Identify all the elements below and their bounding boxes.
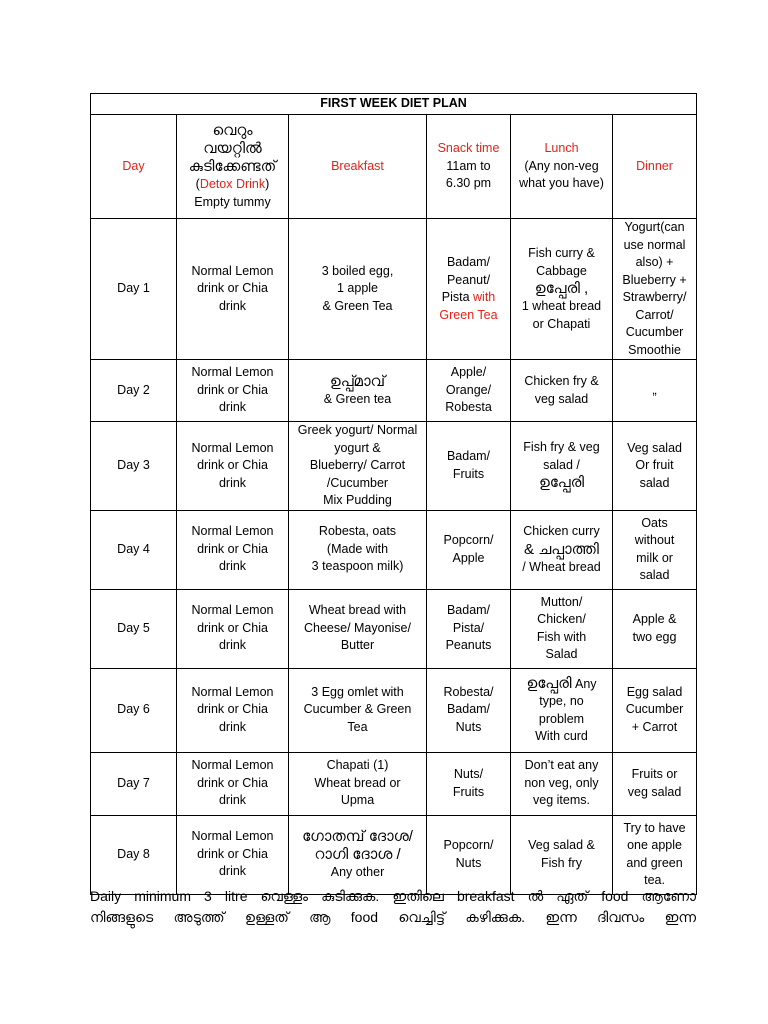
header-snack-line1: Snack time bbox=[437, 141, 500, 156]
breakfast-cell bbox=[289, 219, 427, 360]
cell-line: and green bbox=[626, 855, 683, 870]
cell-line: ഉപ്പേരി , bbox=[534, 280, 589, 297]
drink-cell bbox=[177, 510, 289, 589]
cell-line: drink or Chia bbox=[197, 775, 268, 790]
snack-cell bbox=[427, 815, 511, 894]
day-cell: Day 6 bbox=[91, 668, 177, 752]
cell-line: Veg salad & bbox=[528, 838, 595, 852]
header-dinner: Dinner bbox=[613, 115, 697, 219]
cell-line: Fish fry bbox=[541, 855, 582, 870]
header-detox-line5: Empty tummy bbox=[194, 194, 271, 209]
header-lunch-line3: what you have) bbox=[519, 176, 604, 191]
cell-line: Robesta/ bbox=[443, 684, 494, 699]
cell-line: drink bbox=[218, 719, 247, 734]
lunch-cell bbox=[511, 510, 613, 589]
cell-line: 3 boiled egg, bbox=[321, 263, 394, 278]
cell-line: drink or Chia bbox=[197, 541, 268, 556]
cell-line: or Chapati bbox=[532, 316, 591, 331]
dinner-cell bbox=[613, 589, 697, 668]
cell-line: Try to have bbox=[623, 820, 686, 835]
cell-line: Smoothie bbox=[628, 342, 681, 357]
cell-text: Pista bbox=[441, 290, 470, 304]
table-row-day-4 bbox=[91, 510, 697, 589]
snack-cell bbox=[427, 668, 511, 752]
cell-line: Fish fry & veg bbox=[523, 440, 600, 455]
cell-line: Robesta bbox=[445, 400, 492, 415]
cell-line: Don’t eat any bbox=[524, 758, 599, 773]
cell-line: drink bbox=[218, 400, 247, 415]
header-detox-line1: വെറും bbox=[212, 122, 253, 139]
cell-line: Yogurt(can bbox=[624, 220, 685, 234]
cell-line: Mix Pudding bbox=[323, 493, 392, 507]
dinner-cell bbox=[613, 510, 697, 589]
drink-cell bbox=[177, 589, 289, 668]
header-row bbox=[91, 115, 697, 219]
cell-line: drink bbox=[218, 793, 247, 808]
table-row-day-2 bbox=[91, 360, 697, 422]
cell-line: ഉപ്പ്മാവ് bbox=[329, 372, 386, 390]
cell-line: drink or Chia bbox=[197, 281, 268, 296]
cell-line: two egg bbox=[632, 629, 677, 644]
breakfast-cell bbox=[289, 360, 427, 422]
cell-line: Cheese/ Mayonise/ bbox=[303, 620, 411, 635]
snack-cell bbox=[427, 422, 511, 511]
table-row-day-1 bbox=[91, 219, 697, 360]
cell-line: Badam/ bbox=[446, 603, 491, 618]
cell-text: Any bbox=[574, 676, 597, 691]
cell-line: Peanuts bbox=[445, 638, 492, 653]
cell-line: Orange/ bbox=[445, 382, 492, 397]
cell-line: 3 Egg omlet with bbox=[311, 684, 404, 699]
lunch-cell bbox=[511, 422, 613, 511]
lunch-cell bbox=[511, 360, 613, 422]
cell-text-red: with bbox=[473, 290, 496, 304]
header-snack bbox=[427, 115, 511, 219]
cell-line: ഉപ്പേരി bbox=[538, 474, 585, 492]
cell-line: Normal Lemon bbox=[191, 365, 274, 380]
header-lunch-line1: Lunch bbox=[544, 141, 579, 156]
cell-line: tea. bbox=[644, 873, 665, 887]
cell-line: Popcorn/ bbox=[443, 838, 494, 852]
cell-line: Or fruit bbox=[635, 458, 674, 472]
cell-line: yogurt & bbox=[334, 440, 381, 455]
cell-line: Any other bbox=[330, 864, 385, 879]
cell-line: drink bbox=[218, 864, 247, 879]
cell-line: problem bbox=[538, 711, 585, 726]
cell-line: Blueberry/ Carrot bbox=[309, 458, 406, 472]
cell-line: Fruits bbox=[452, 466, 485, 481]
cell-line: drink bbox=[218, 475, 247, 490]
cell-line: salad bbox=[639, 568, 670, 582]
cell-line: Greek yogurt/ Normal bbox=[297, 423, 418, 437]
cell-line: Nuts/ bbox=[453, 767, 484, 781]
cell-line: Green Tea bbox=[439, 307, 498, 322]
cell-line: Pista/ bbox=[452, 620, 485, 635]
dinner-cell bbox=[613, 360, 697, 422]
cell-line: Badam/ bbox=[446, 449, 491, 464]
cell-line: ഗോതമ്പ് ദോശ/ bbox=[302, 827, 413, 845]
cell-line: type, no bbox=[539, 694, 584, 708]
snack-cell bbox=[427, 360, 511, 422]
cell-line: veg items. bbox=[533, 793, 590, 808]
cell-line: & Green Tea bbox=[322, 298, 393, 313]
paren-close: ) bbox=[265, 177, 270, 191]
cell-line: Cucumber bbox=[625, 325, 684, 339]
snack-cell bbox=[427, 589, 511, 668]
cell-line: Fish curry & bbox=[528, 246, 595, 260]
breakfast-cell bbox=[289, 668, 427, 752]
cell-line: Wheat bread with bbox=[308, 603, 407, 618]
header-lunch bbox=[511, 115, 613, 219]
cell-line: Normal Lemon bbox=[191, 758, 274, 773]
cell-line: Normal Lemon bbox=[191, 684, 274, 699]
cell-line: Wheat bread or bbox=[314, 775, 401, 790]
lunch-cell bbox=[511, 815, 613, 894]
cell-line: Fruits bbox=[452, 784, 485, 799]
cell-line: Cucumber & Green bbox=[303, 702, 412, 717]
cell-line: Cucumber bbox=[625, 702, 684, 717]
table-row-day-6 bbox=[91, 668, 697, 752]
cell-line: & ചപ്പാത്തി bbox=[524, 540, 599, 558]
dinner-cell bbox=[613, 752, 697, 815]
cell-line: Nuts bbox=[455, 855, 482, 870]
lunch-cell bbox=[511, 589, 613, 668]
table-row-day-8 bbox=[91, 815, 697, 894]
cell-line: veg salad bbox=[534, 391, 589, 406]
cell-line: Apple & bbox=[632, 612, 677, 626]
ditto-mark: „ bbox=[652, 382, 657, 397]
cell-line bbox=[430, 289, 507, 307]
cell-line: Strawberry/ bbox=[622, 290, 687, 304]
cell-line: 1 wheat bread bbox=[521, 299, 602, 313]
day-cell: Day 4 bbox=[91, 510, 177, 589]
header-day: Day bbox=[91, 115, 177, 219]
cell-line: drink bbox=[218, 298, 247, 313]
drink-cell bbox=[177, 668, 289, 752]
cell-line: drink or Chia bbox=[197, 846, 268, 861]
header-detox-line3: കുടിക്കേണ്ടത് bbox=[188, 158, 277, 175]
cell-line: Blueberry + bbox=[622, 272, 687, 287]
day-cell: Day 3 bbox=[91, 422, 177, 511]
cell-line: Chicken/ bbox=[537, 612, 586, 626]
cell-line: Chapati (1) bbox=[326, 758, 389, 773]
table-row-day-3 bbox=[91, 422, 697, 511]
drink-cell bbox=[177, 219, 289, 360]
cell-line: Tea bbox=[347, 719, 368, 734]
cell-line: Carrot/ bbox=[635, 307, 674, 322]
header-detox-line4 bbox=[180, 176, 285, 194]
paren-open: ( bbox=[195, 177, 200, 191]
lunch-cell bbox=[511, 668, 613, 752]
title-row bbox=[91, 94, 697, 115]
footer-line-1: Daily minimum 3 litre വെള്ളം കുടിക്കുക. ഇതിലെ breakfast ൽ ഏത് food ആണോ bbox=[90, 888, 696, 904]
cell-line: Fruits or bbox=[631, 767, 678, 781]
cell-line: Badam/ bbox=[446, 255, 491, 269]
cell-line: + Carrot bbox=[631, 719, 678, 734]
cell-line: Apple bbox=[452, 550, 485, 565]
cell-line: Badam/ bbox=[446, 702, 491, 717]
table-title: FIRST WEEK DIET PLAN bbox=[91, 94, 697, 115]
cell-line: milk or bbox=[636, 550, 673, 565]
dinner-cell bbox=[613, 815, 697, 894]
snack-cell bbox=[427, 752, 511, 815]
breakfast-cell bbox=[289, 752, 427, 815]
cell-line: Chicken curry bbox=[523, 524, 600, 538]
cell-line: Cabbage bbox=[536, 263, 587, 278]
lunch-cell bbox=[511, 752, 613, 815]
cell-line: Nuts bbox=[455, 719, 482, 734]
footer-line-2: നിങ്ങളുടെ അടുത്ത് ഉള്ളത് ആ food വെച്ചിട്ട് കഴിക്കുക. ഇന്ന ദിവസം ഇന്ന bbox=[90, 909, 696, 925]
drink-cell bbox=[177, 815, 289, 894]
header-snack-line3: 6.30 pm bbox=[445, 176, 492, 191]
drink-cell bbox=[177, 360, 289, 422]
dinner-cell bbox=[613, 668, 697, 752]
cell-line: /Cucumber bbox=[326, 475, 389, 490]
cell-line: Oats bbox=[641, 515, 668, 530]
cell-line: drink bbox=[218, 638, 247, 653]
day-cell: Day 7 bbox=[91, 752, 177, 815]
footer-note bbox=[90, 886, 696, 928]
cell-line: 1 apple bbox=[336, 281, 378, 296]
dinner-cell bbox=[613, 219, 697, 360]
cell-line: Normal Lemon bbox=[191, 829, 274, 844]
drink-cell bbox=[177, 752, 289, 815]
cell-line: Normal Lemon bbox=[191, 603, 274, 618]
cell-line: non veg, only bbox=[524, 775, 599, 790]
table-row-day-5 bbox=[91, 589, 697, 668]
cell-line: drink bbox=[218, 559, 247, 574]
header-lunch-line2: (Any non-veg bbox=[524, 158, 599, 173]
cell-text: ഉപ്പേരി bbox=[526, 674, 572, 692]
cell-line bbox=[514, 675, 609, 694]
cell-line: use normal bbox=[623, 237, 686, 252]
cell-line: one apple bbox=[627, 838, 682, 852]
cell-line: drink or Chia bbox=[197, 458, 268, 472]
cell-line: Normal Lemon bbox=[191, 263, 274, 278]
header-detox bbox=[177, 115, 289, 219]
cell-line: Salad bbox=[545, 647, 578, 661]
cell-line: റാഗി ദോശ / bbox=[314, 845, 401, 863]
header-breakfast: Breakfast bbox=[289, 115, 427, 219]
cell-line: Chicken fry & bbox=[524, 374, 599, 388]
cell-line: Robesta, oats bbox=[318, 524, 397, 539]
cell-line: Normal Lemon bbox=[191, 440, 274, 455]
cell-line: With curd bbox=[535, 729, 588, 743]
day-cell: Day 5 bbox=[91, 589, 177, 668]
cell-line: veg salad bbox=[627, 784, 682, 799]
cell-line: / Wheat bread bbox=[522, 559, 601, 574]
cell-line: Popcorn/ bbox=[443, 533, 494, 547]
day-cell: Day 1 bbox=[91, 219, 177, 360]
breakfast-cell bbox=[289, 510, 427, 589]
dinner-cell bbox=[613, 422, 697, 511]
cell-line: drink or Chia bbox=[197, 702, 268, 717]
cell-line: Veg salad bbox=[627, 440, 682, 455]
cell-line: (Made with bbox=[326, 541, 389, 556]
cell-line: without bbox=[634, 533, 675, 547]
header-detox-line2: വയറ്റിൽ bbox=[203, 140, 262, 157]
cell-line: drink or Chia bbox=[197, 382, 268, 397]
breakfast-cell bbox=[289, 422, 427, 511]
cell-line: Mutton/ bbox=[540, 594, 583, 609]
header-snack-line2: 11am to bbox=[446, 158, 491, 173]
cell-line: salad / bbox=[543, 457, 580, 472]
diet-plan-table bbox=[90, 93, 697, 895]
cell-line: drink or Chia bbox=[197, 620, 268, 635]
snack-cell bbox=[427, 219, 511, 360]
cell-line: also) + bbox=[635, 255, 674, 269]
day-cell: Day 2 bbox=[91, 360, 177, 422]
snack-cell bbox=[427, 510, 511, 589]
cell-line: Peanut/ bbox=[446, 272, 491, 287]
breakfast-cell bbox=[289, 589, 427, 668]
lunch-cell bbox=[511, 219, 613, 360]
cell-line: Normal Lemon bbox=[191, 524, 274, 539]
cell-line: Fish with bbox=[536, 629, 587, 644]
day-cell: Day 8 bbox=[91, 815, 177, 894]
drink-cell bbox=[177, 422, 289, 511]
cell-line: & Green tea bbox=[323, 391, 392, 406]
header-detox-drink: Detox Drink bbox=[199, 177, 266, 191]
table-row-day-7 bbox=[91, 752, 697, 815]
cell-line: 3 teaspoon milk) bbox=[311, 559, 404, 574]
cell-line: Butter bbox=[340, 638, 375, 653]
cell-line: Upma bbox=[340, 793, 375, 808]
cell-line: salad bbox=[639, 475, 670, 490]
breakfast-cell bbox=[289, 815, 427, 894]
cell-line: Apple/ bbox=[450, 365, 487, 380]
cell-line: Egg salad bbox=[626, 684, 683, 699]
